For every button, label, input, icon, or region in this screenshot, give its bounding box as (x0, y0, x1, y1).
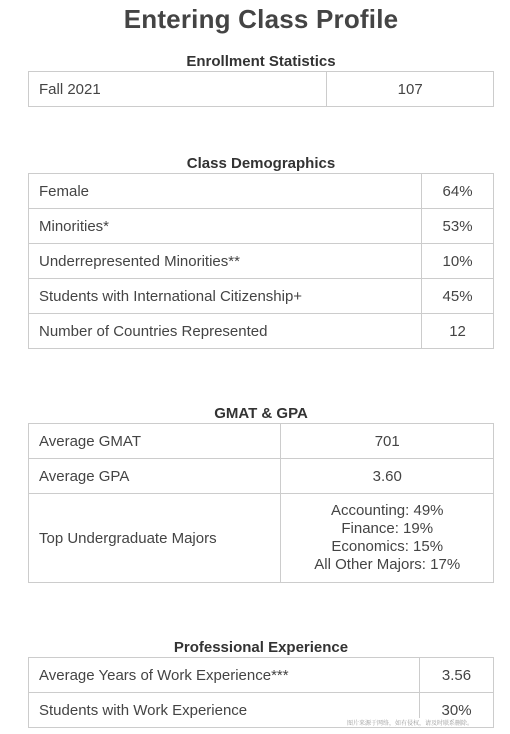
table-row (29, 209, 494, 244)
row-label: Fall 2021 (29, 72, 327, 107)
row-label: Average GPA (29, 459, 281, 494)
table-row (29, 314, 494, 349)
demographics-table (28, 173, 494, 349)
row-value: 30% (420, 693, 494, 728)
row-label: Average Years of Work Experience*** (29, 658, 420, 693)
gmat-gpa-heading: GMAT & GPA (214, 405, 308, 422)
row-value: 3.56 (420, 658, 494, 693)
row-label: Female (29, 174, 422, 209)
list-item: Accounting: 49% (330, 502, 444, 519)
list-item: All Other Majors: 17% (314, 556, 461, 573)
experience-heading: Professional Experience (173, 639, 349, 656)
table-row (29, 72, 494, 107)
table-row (29, 459, 494, 494)
table-row (29, 494, 494, 583)
list-item: Finance: 19% (341, 520, 434, 537)
table-row (29, 658, 494, 693)
row-value: 701 (281, 424, 494, 459)
list-item: Economics: 15% (331, 538, 444, 555)
page-title: Entering Class Profile (123, 4, 399, 34)
row-label: Students with International Citizenship+ (29, 279, 422, 314)
table-row (29, 279, 494, 314)
enrollment-table (28, 71, 494, 107)
table-row (29, 174, 494, 209)
row-value: 64% (422, 174, 494, 209)
majors-list (281, 494, 494, 583)
watermark-text: 图片来源于网络，如有侵权，请及时联系删除。 (346, 718, 474, 727)
row-value: 45% (422, 279, 494, 314)
row-value: 10% (422, 244, 494, 279)
gmat-gpa-table (28, 423, 494, 583)
row-label: Underrepresented Minorities** (29, 244, 422, 279)
row-value: 107 (327, 72, 494, 107)
row-label: Average GMAT (29, 424, 281, 459)
demographics-heading: Class Demographics (186, 155, 336, 172)
row-value: 53% (422, 209, 494, 244)
row-label: Minorities* (29, 209, 422, 244)
row-value: 3.60 (281, 459, 494, 494)
enrollment-heading: Enrollment Statistics (186, 53, 336, 70)
row-label: Number of Countries Represented (29, 314, 422, 349)
table-row (29, 424, 494, 459)
row-label: Students with Work Experience (29, 693, 420, 728)
row-label: Top Undergraduate Majors (29, 494, 281, 583)
row-value: 12 (422, 314, 494, 349)
table-row (29, 244, 494, 279)
